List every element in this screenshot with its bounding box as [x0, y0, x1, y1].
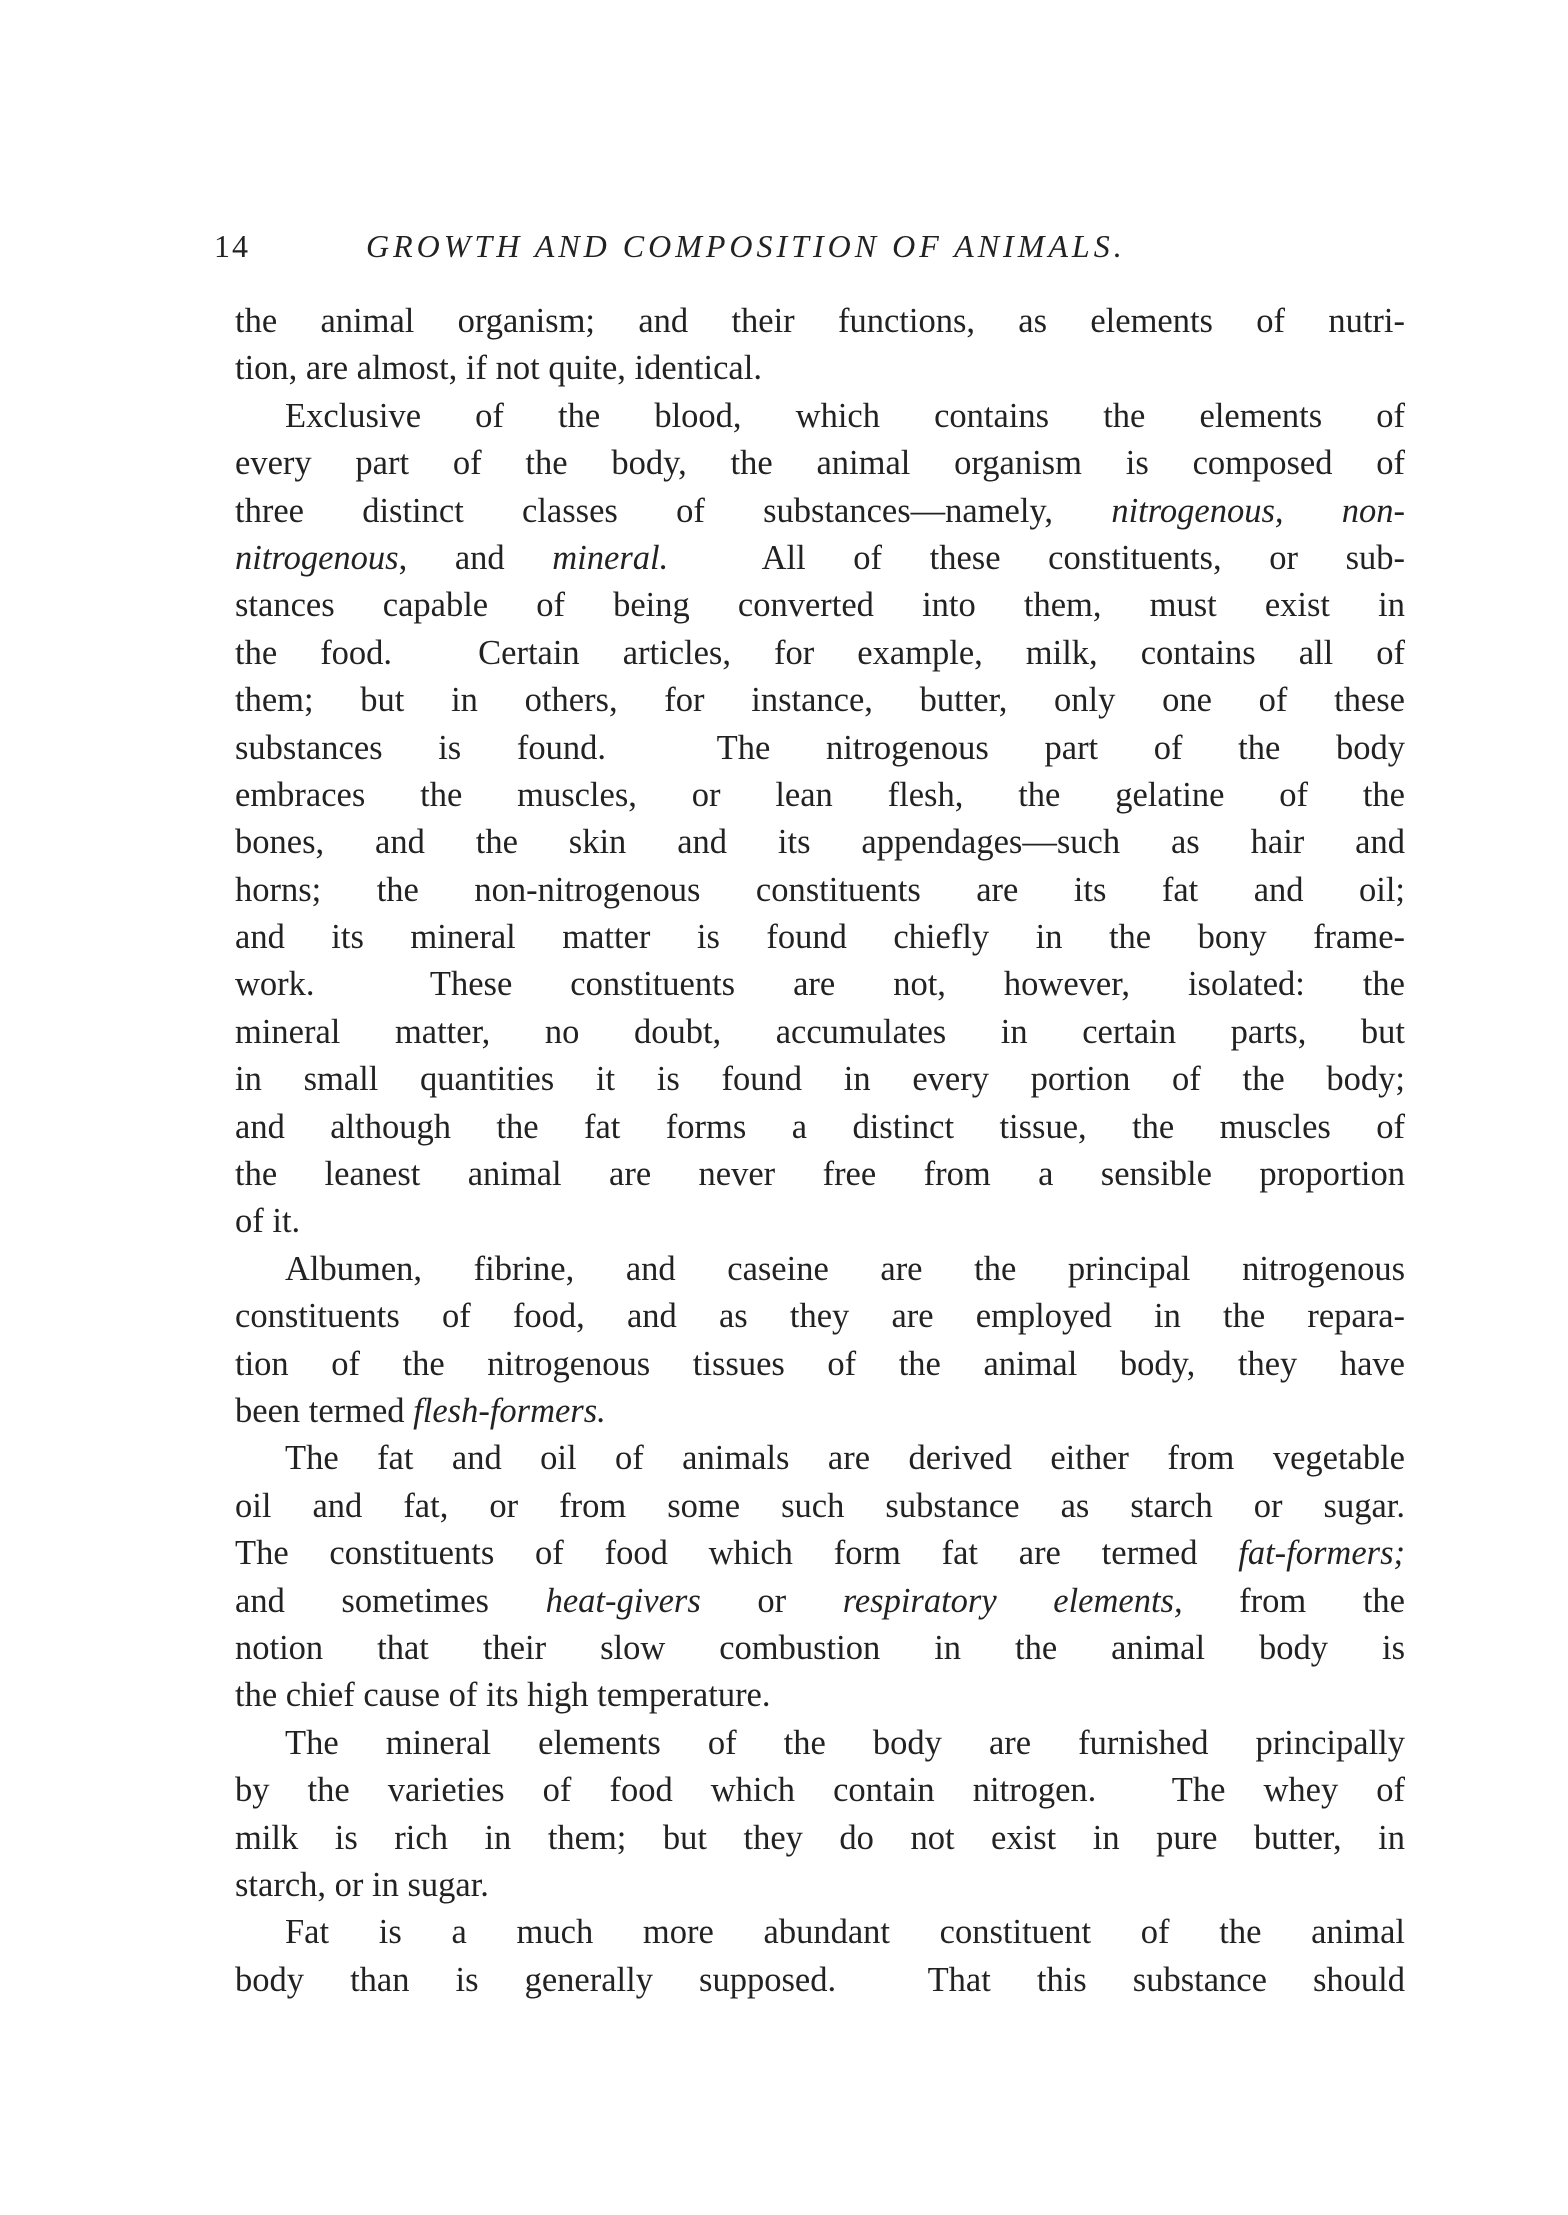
text-span: the food. Certain articles, for example, milk, contains all of — [235, 633, 1405, 672]
italic-term: fat-formers; — [1238, 1534, 1405, 1573]
text-span: by the varieties of food which contain nitrogen. The whey of — [235, 1771, 1405, 1810]
text-span: every part of the body, the animal organism is composed of — [235, 444, 1405, 483]
text-span: from the — [1182, 1581, 1405, 1620]
text-line — [235, 1578, 1405, 1625]
text-span: tion, are almost, if not quite, identical. — [235, 349, 762, 388]
text-line — [235, 725, 1405, 772]
text-span: Fat is a much more abundant constituent of the animal — [285, 1913, 1405, 1952]
text-span: in small quantities it is found in every portion of the body; — [235, 1060, 1405, 1099]
text-line — [235, 1435, 1405, 1482]
text-line — [235, 1720, 1405, 1767]
text-line — [235, 393, 1405, 440]
body-text — [235, 298, 1405, 2004]
page-number: 14 — [214, 228, 250, 264]
text-line — [235, 819, 1405, 866]
text-span: and its mineral matter is found chiefly in the bony frame- — [235, 918, 1405, 957]
text-line — [235, 1293, 1405, 1340]
text-line — [235, 488, 1405, 535]
text-line — [235, 1151, 1405, 1198]
italic-term: respiratory elements, — [842, 1581, 1183, 1620]
text-span: embraces the muscles, or lean flesh, the gelatine of the — [235, 775, 1405, 814]
text-line — [235, 677, 1405, 724]
italic-term: flesh-formers. — [413, 1391, 606, 1430]
text-line — [235, 914, 1405, 961]
text-line — [235, 1530, 1405, 1577]
text-span: starch, or in sugar. — [235, 1865, 489, 1904]
text-line — [235, 1767, 1405, 1814]
italic-term: mineral. — [552, 538, 669, 577]
text-span: and sometimes — [235, 1581, 546, 1620]
text-span: milk is rich in them; but they do not exist in pure butter, in — [235, 1818, 1405, 1857]
text-line — [235, 1483, 1405, 1530]
text-span: them; but in others, for instance, butter, only one of these — [235, 681, 1405, 720]
text-line — [235, 1009, 1405, 1056]
text-line — [235, 298, 1405, 345]
text-span: or — [700, 1581, 843, 1620]
text-span: oil and fat, or from some such substance as starch or sugar. — [235, 1486, 1405, 1525]
text-span: and although the fat forms a distinct tissue, the muscles of — [235, 1107, 1405, 1146]
text-span: The constituents of food which form fat are termed — [235, 1534, 1239, 1573]
text-span: Albumen, fibrine, and caseine are the principal nitrogenous — [285, 1249, 1405, 1288]
text-span: horns; the non-nitrogenous constituents are its fat and oil; — [235, 870, 1405, 909]
text-span: three distinct classes of substances—namely, — [235, 491, 1112, 530]
text-line — [235, 1672, 1405, 1719]
text-line — [235, 867, 1405, 914]
text-span: The mineral elements of the body are furnished principally — [285, 1723, 1405, 1762]
text-line — [235, 1341, 1405, 1388]
text-span: the chief cause of its high temperature. — [235, 1676, 771, 1715]
text-span: the animal organism; and their functions, as elements of nutri- — [235, 302, 1405, 340]
text-line — [235, 1198, 1405, 1245]
text-span: notion that their slow combustion in the animal body is — [235, 1628, 1405, 1667]
text-line — [235, 1909, 1405, 1956]
text-span: substances is found. The nitrogenous part of the body — [235, 728, 1405, 767]
italic-term: heat-givers — [545, 1581, 701, 1620]
text-span: Exclusive of the blood, which contains the elements of — [285, 396, 1405, 435]
text-line — [235, 440, 1405, 487]
text-line — [235, 1862, 1405, 1909]
text-line — [235, 1246, 1405, 1293]
text-line — [235, 582, 1405, 629]
text-line — [235, 1957, 1405, 2004]
text-line — [235, 535, 1405, 582]
text-span: body than is generally supposed. That this substance should — [235, 1960, 1405, 1999]
text-span: mineral matter, no doubt, accumulates in certain parts, but — [235, 1012, 1405, 1051]
running-title: GROWTH AND COMPOSITION OF ANIMALS. — [366, 228, 1126, 264]
text-span: bones, and the skin and its appendages—such as hair and — [235, 823, 1405, 862]
text-span: stances capable of being converted into them, must exist in — [235, 586, 1405, 625]
text-span: of it. — [235, 1202, 301, 1241]
text-span: the leanest animal are never free from a sensible proportion — [235, 1155, 1405, 1194]
text-line — [235, 1625, 1405, 1672]
text-line — [235, 1056, 1405, 1103]
text-span: work. These constituents are not, however, isolated: the — [235, 965, 1405, 1004]
italic-term: nitrogenous, non- — [1111, 491, 1405, 530]
text-span: tion of the nitrogenous tissues of the animal body, they have — [235, 1344, 1405, 1383]
text-line — [235, 1815, 1405, 1862]
text-line — [235, 961, 1405, 1008]
text-span: constituents of food, and as they are employed in the repara- — [235, 1297, 1405, 1336]
text-line — [235, 1104, 1405, 1151]
text-line — [235, 772, 1405, 819]
text-line — [235, 630, 1405, 677]
text-span: All of these constituents, or sub- — [668, 538, 1405, 577]
text-line — [235, 1388, 1405, 1435]
italic-term: nitrogenous — [235, 538, 399, 577]
text-span: been termed — [235, 1391, 414, 1430]
text-span: The fat and oil of animals are derived either from vegetable — [285, 1439, 1405, 1478]
text-line — [235, 345, 1405, 392]
text-span: , and — [398, 538, 553, 577]
